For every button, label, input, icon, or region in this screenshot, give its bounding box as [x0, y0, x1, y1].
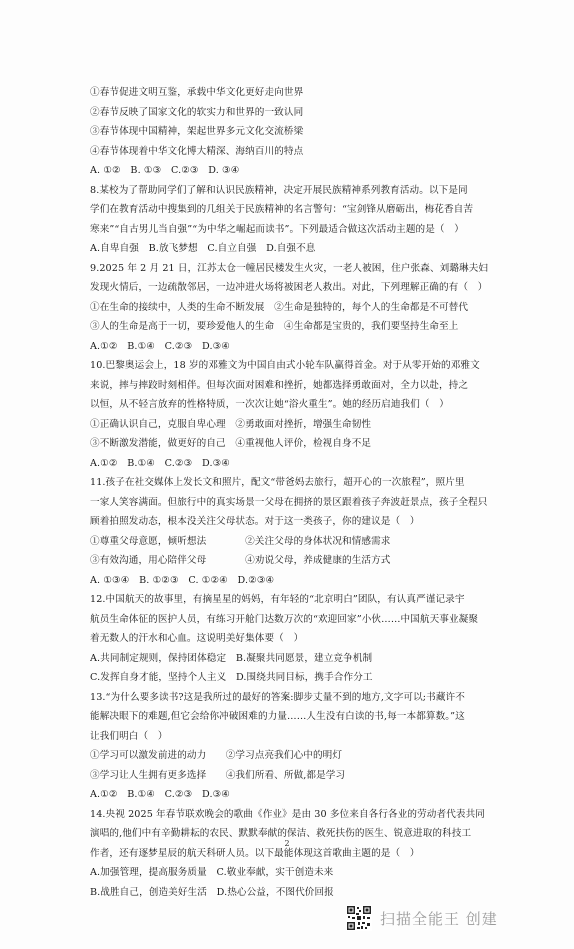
answer-choices: A.①② B.①④ C.②③ D.③④ [90, 340, 231, 352]
option-line: ④春节体现着中华文化博大精深、海纳百川的特点 [90, 145, 304, 157]
question-9-stem: 发现火情后，一边疏散邻居，一边冲进火场将被困老人救出。对此，下列理解正确的有（ ） [90, 282, 488, 293]
answer-choices: A. ①② B. ①③ C.②③ D. ③④ [90, 165, 240, 176]
question-13-stem: 13.“为什么要多读书?这是我所过的最好的答案:脚步丈量不到的地方,文字可以;书藏许不 [90, 691, 465, 703]
question-11-stem: 一家人笑容满面。但旅行中的真实场景一父母在拥挤的景区跟着孩子奔波赶景点，孩子全程只 [90, 496, 488, 508]
scanner-watermark [346, 903, 498, 933]
question-12-stem: 航员生命体征的医护人员，有练习开舱门达数万次的“欢迎回家”小伙……中国航天事业凝聚 [90, 613, 479, 625]
question-11-stem: 11.孩子在社交媒体上发长文和照片，配文“带爸妈去旅行，超开心的一次旅程”，照片里 [90, 477, 465, 488]
question-10-stem: 10.巴黎奥运会上，18 岁的邓雅文为中国自由式小轮车队赢得首金。对于从零开始的邓雅文 [90, 360, 480, 371]
question-14-stem: 14.央视 2025 年春节联欢晚会的歌曲《作业》是由 30 多位来自各行各业的劳动者代表共同 [90, 808, 485, 820]
page-number: 2 [284, 839, 290, 848]
question-8-stem: 寒来”“自古男儿当自强”“为中华之崛起而读书”。下列最适合做这次活动主题的是（ ） [90, 223, 464, 235]
question-9-stem: 9.2025 年 2 月 21 日，江苏太仓一幢居民楼发生火灾，一老人被困，住户张森、刘璐琳夫妇 [90, 262, 489, 274]
option-line: ③学习让人生拥有更多选择 ④我们所看、所做,都是学习 [90, 769, 346, 781]
answer-choices: A.①② B.①④ C.②③ D.③④ [90, 457, 231, 469]
watermark-text: 扫描全能王 创建 [380, 909, 498, 928]
qr-code-icon [346, 905, 372, 931]
option-line: ③有效沟通，用心陪伴父母 ④劝说父母，养成健康的生活方式 [90, 555, 391, 566]
answer-choices: A.加强管理，提高服务质量 C.敬业奉献，实干创造未来 [90, 867, 334, 878]
question-12-stem: 着无数人的汗水和心血。这说明美好集体要（ ） [90, 633, 304, 644]
question-12-stem: 12.中国航天的故事里，有摘星星的妈妈，有年轻的“北京明白”团队，有认真严谨记录宇 [90, 594, 465, 605]
question-10-stem: 来说，摔与摔跤时刻相伴。但每次面对困难和挫折，她都选择勇敢面对，全力以赴，持之 [90, 379, 469, 391]
answer-choices: B.战胜自己，创造美好生活 D.热心公益，不图代价回报 [90, 886, 334, 898]
option-line: ①在生命的接续中，人类的生命不断发展 ②生命是独特的，每个人的生命都是不可替代 [90, 301, 469, 313]
option-line: ①尊重父母意愿，倾听想法 ②关注父母的身体状况和情感需求 [90, 535, 391, 547]
option-line: ①春节促进文明互鉴，承载中华文化更好走向世界 [90, 87, 304, 98]
answer-choices: A. ①③④ B. ①②③ C. ①②④ D.②③④ [90, 574, 275, 586]
question-8-stem: 学们在教育活动中搜集到的几组关于民族精神的名言警句：“宝剑锋从磨砺出，梅花香自苦 [90, 204, 474, 215]
option-line: ①学习可以激发前进的动力 ②学习点亮我们心中的明灯 [90, 750, 343, 761]
option-line: ②春节反映了国家文化的软实力和世界的一致认同 [90, 106, 304, 118]
question-13-stem: 让我们明白（ ） [90, 730, 168, 742]
question-10-stem: 以恒，从不轻言放弃的性格特质，一次次让她“浴火重生”。她的经历启迪我们（ ） [90, 399, 449, 410]
answer-choices: A.共同制定规则，保持团体稳定 B.凝聚共同愿景，建立竞争机制 [90, 652, 373, 664]
question-14-stem: 作者，还有逐梦星辰的航天科研人员。以下最能体现这首歌曲主题的是（ ） [90, 847, 420, 859]
answer-choices: C.发挥自身才能，坚持个人主义 D.围绕共同目标，携手合作分工 [90, 672, 373, 683]
question-14-stem: 演唱的,他们中有辛勤耕耘的农民、默默奉献的保洁、救死扶伤的医生、锐意进取的科技工 [90, 828, 472, 839]
question-11-stem: 顾着拍照发动态，根本没关注父母状态。对于这一类孩子，你的建议是（ ） [90, 516, 420, 527]
option-line: ③春节体现中国精神，架起世界多元文化交流桥梁 [90, 126, 304, 137]
option-line: ③不断激发潜能，做更好的自己 ④重视他人评价，检视自身不足 [90, 438, 372, 449]
question-8-stem: 8.某校为了帮助同学们了解和认识民族精神，决定开展民族精神系列教育活动。以下是同 [90, 184, 468, 196]
answer-choices: A.①② B.①④ C.②③ D.③④ [90, 789, 231, 800]
answer-choices: A.自卑自强 B.放飞梦想 C.自立自强 D.自强不息 [90, 243, 316, 254]
question-text-block [90, 83, 490, 902]
option-line: ①正确认识自己，克服自卑心理 ②勇敢面对挫折，增强生命韧性 [90, 418, 372, 430]
option-line: ③人的生命是高于一切，要珍爱他人的生命 ④生命都是宝贵的，我们要坚持生命至上 [90, 321, 459, 332]
question-13-stem: 能解决眼下的难题,但它会给你冲破困难的力量……人生没有白读的书,每一本都算数。”这 [90, 711, 465, 722]
